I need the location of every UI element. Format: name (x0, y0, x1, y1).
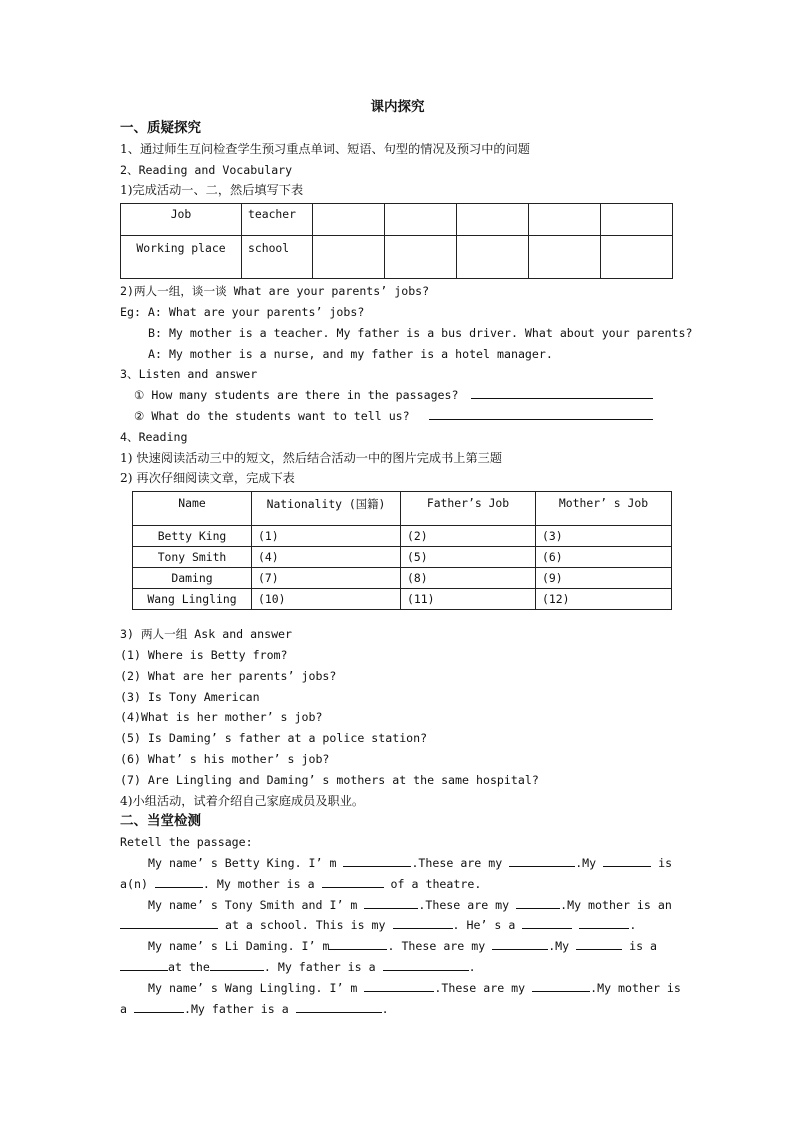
answer-blank[interactable] (471, 385, 653, 399)
answer-blank[interactable] (210, 957, 264, 971)
job-cell[interactable] (529, 204, 601, 236)
place-cell: school (242, 236, 313, 279)
job-table (120, 203, 673, 279)
retell-text: . (381, 1001, 389, 1016)
answer-blank[interactable] (120, 915, 218, 929)
retell-text: .These are my (418, 897, 517, 912)
answer-blank[interactable] (343, 853, 411, 867)
retell-line (120, 874, 675, 895)
answer-blank[interactable] (134, 999, 184, 1013)
answer-cell[interactable]: (10) (252, 589, 401, 610)
retell-line (120, 999, 675, 1020)
retell-text: of a theatre. (383, 876, 482, 891)
answer-cell[interactable]: (7) (252, 568, 401, 589)
place-cell[interactable] (457, 236, 529, 279)
answer-cell[interactable]: (3) (536, 526, 672, 547)
table-row (133, 547, 672, 568)
name-cell: Daming (133, 568, 252, 589)
retell-text: a (120, 1001, 134, 1016)
retell-text: .These are my (411, 855, 510, 870)
retell-text: .My father is a (183, 1001, 296, 1016)
retell-text: .These are my (434, 980, 533, 995)
item-1: 1、通过师生互问检查学生预习重点单词、短语、句型的情况及预习中的问题 (120, 141, 530, 156)
item-2: 2、Reading and Vocabulary (120, 162, 293, 177)
table-row (133, 568, 672, 589)
sub-1: 1)完成活动一、二，然后填写下表 (120, 183, 304, 198)
ask-question: (2) What are her parents’ jobs? (120, 668, 337, 683)
table-row (133, 526, 672, 547)
nationality-table (132, 491, 672, 610)
answer-blank[interactable] (364, 978, 434, 992)
retell-text: is (651, 855, 673, 870)
answer-blank[interactable] (492, 936, 548, 950)
retell-text: My name’ s Betty King. I’ m (148, 855, 344, 870)
answer-blank[interactable] (322, 874, 384, 888)
ask-question: (1) Where is Betty from? (120, 647, 288, 662)
answer-blank[interactable] (603, 853, 651, 867)
item-3: 3、Listen and answer (120, 367, 258, 382)
answer-blank[interactable] (509, 853, 575, 867)
example-a: Eg: A: What are your parents’ jobs? (120, 304, 365, 319)
table-row (133, 589, 672, 610)
retell-text: .My mother is an (560, 897, 672, 912)
answer-blank[interactable] (516, 895, 560, 909)
job-cell[interactable] (385, 204, 457, 236)
retell-text: My name’ s Tony Smith and I’ m (148, 897, 365, 912)
retell-line (120, 936, 675, 957)
example-b: B: My mother is a teacher. My father is a bus driver. What about your parents? (148, 325, 693, 340)
sub-2: 2)两人一组，谈一谈 What are your parents’ jobs? (120, 284, 430, 299)
retell-instruction: Retell the passage: (120, 835, 253, 850)
answer-cell[interactable]: (6) (536, 547, 672, 568)
page-title: 课内探究 (370, 99, 425, 115)
ask-question: (5) Is Daming’ s father at a police station? (120, 731, 428, 746)
section1-heading: 一、质疑探究 (120, 120, 201, 136)
period: . (629, 918, 637, 933)
ask-question: (4)What is her mother’ s job? (120, 710, 323, 725)
retell-text: .My (575, 855, 604, 870)
place-cell[interactable] (313, 236, 385, 279)
answer-cell[interactable]: (1) (252, 526, 401, 547)
answer-blank[interactable] (329, 936, 387, 950)
ask-question: (7) Are Lingling and Daming’ s mothers at the same hospital? (120, 772, 539, 787)
name-cell: Betty King (133, 526, 252, 547)
item-4: 4、Reading (120, 429, 188, 444)
retell-text: . My mother is a (202, 876, 322, 891)
place-cell[interactable] (385, 236, 457, 279)
retell-text: a(n) (120, 876, 155, 891)
answer-cell[interactable]: (2) (401, 526, 536, 547)
example-a2: A: My mother is a nurse, and my father is a hotel manager. (148, 346, 553, 361)
job-cell: teacher (242, 204, 313, 236)
ask-question: (6) What’ s his mother’ s job? (120, 751, 330, 766)
answer-blank[interactable] (155, 874, 203, 888)
retell-line (120, 957, 675, 978)
retell-text: at a school. This is my (218, 918, 393, 933)
retell-text: .My mother is (590, 980, 681, 995)
place-cell[interactable] (529, 236, 601, 279)
worksheet-page (120, 96, 693, 1019)
listen-question-1 (120, 385, 675, 406)
place-cell[interactable] (601, 236, 673, 279)
job-cell[interactable] (457, 204, 529, 236)
question-text: ② What do the students want to tell us? (134, 408, 410, 423)
table-header: Father’s Job (401, 492, 536, 526)
job-cell[interactable] (601, 204, 673, 236)
table-header: Name (133, 492, 252, 526)
retell-text: .My (548, 939, 577, 954)
retell-text: My name’ s Wang Lingling. I’ m (148, 980, 365, 995)
retell-text: . (468, 959, 476, 974)
answer-blank[interactable] (579, 915, 629, 929)
retell-line (120, 915, 675, 936)
name-cell: Tony Smith (133, 547, 252, 568)
answer-cell[interactable]: (4) (252, 547, 401, 568)
retell-line (120, 853, 675, 874)
table-header: Mother’ s Job (536, 492, 672, 526)
spacer (120, 612, 675, 624)
retell-line (120, 978, 681, 999)
reading-4: 4)小组活动，试着介绍自己家庭成员及职业。 (120, 793, 365, 808)
answer-blank[interactable] (296, 999, 382, 1013)
ask-question: (3) Is Tony American (120, 689, 260, 704)
question-text: ① How many students are there in the passages? (134, 388, 459, 403)
answer-blank[interactable] (576, 936, 622, 950)
answer-cell[interactable]: (11) (401, 589, 536, 610)
answer-blank[interactable] (364, 895, 418, 909)
listen-question-2 (120, 406, 675, 427)
table-header: Nationality (国籍) (252, 492, 401, 526)
retell-text: at the (168, 959, 210, 974)
retell-line (120, 895, 675, 916)
retell-text: My name’ s Li Daming. I’ m (148, 939, 330, 954)
answer-cell[interactable]: (9) (536, 568, 672, 589)
retell-text: . These are my (387, 939, 493, 954)
answer-cell[interactable]: (12) (536, 589, 672, 610)
job-header-cell: Job (121, 204, 242, 236)
answer-cell[interactable]: (8) (401, 568, 536, 589)
retell-text: . He’ s a (452, 918, 523, 933)
retell-text: is a (622, 939, 658, 954)
answer-blank[interactable] (393, 915, 453, 929)
name-cell: Wang Lingling (133, 589, 252, 610)
reading-3: 3) 两人一组 Ask and answer (120, 627, 293, 642)
job-cell[interactable] (313, 204, 385, 236)
reading-2: 2) 再次仔细阅读文章，完成下表 (120, 471, 295, 486)
reading-1: 1) 快速阅读活动三中的短文，然后结合活动一中的图片完成书上第三题 (120, 450, 503, 465)
answer-cell[interactable]: (5) (401, 547, 536, 568)
place-header-cell: Working place (121, 236, 242, 279)
answer-blank[interactable] (120, 957, 168, 971)
answer-blank[interactable] (522, 915, 572, 929)
answer-blank[interactable] (532, 978, 590, 992)
section2-heading: 二、当堂检测 (120, 813, 201, 830)
retell-text: . My father is a (263, 959, 383, 974)
answer-blank[interactable] (429, 406, 653, 420)
answer-blank[interactable] (383, 957, 469, 971)
